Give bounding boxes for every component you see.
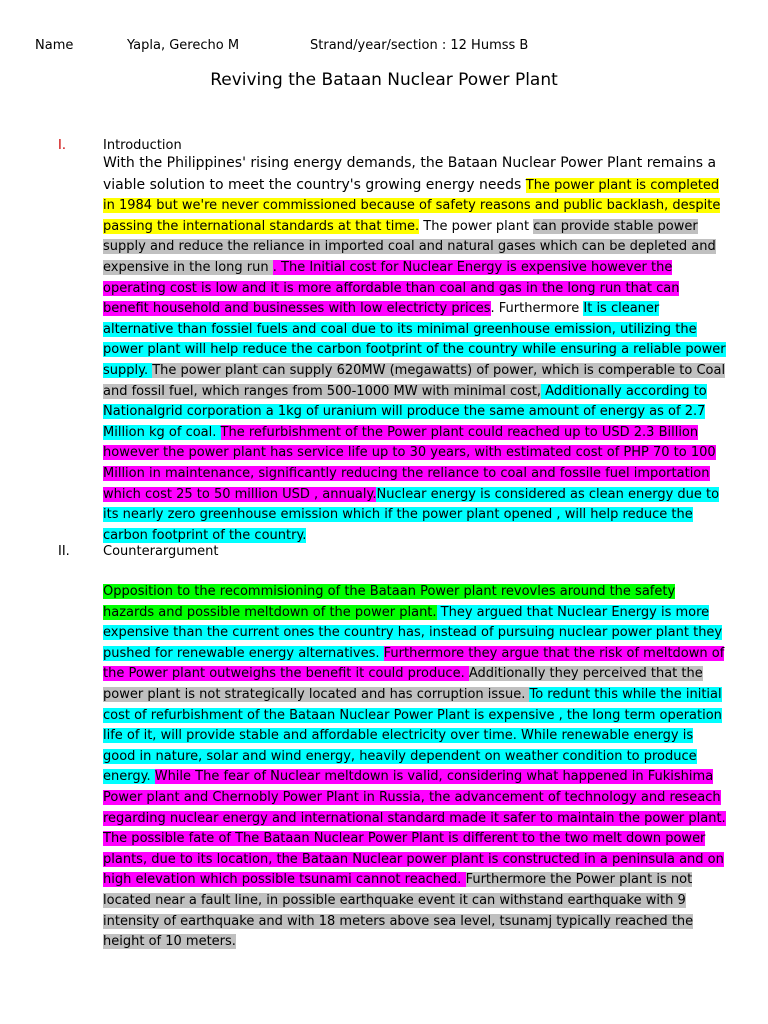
- document-title: Reviving the Bataan Nuclear Power Plant: [210, 70, 558, 90]
- section-1-numeral: I.: [58, 138, 66, 153]
- text-run: . Furthermore: [490, 301, 584, 317]
- text-run: can provide stable power supply and reduce the reliance in imported coal and natural gases which can be depleted and expensive in the long run: [103, 218, 716, 275]
- strand-year-section: Strand/year/section : 12 Humss B: [310, 38, 529, 53]
- text-run: To redunt this while the initial cost of refurbishment of the Bataan Nuclear Power Plant is expensive , the long term operation life of it, will provide stable and affordable electricity over time. While renewable energy is good in nature, solar and wind energy, heavily dependent on weather condition to produce energy.: [103, 686, 722, 785]
- text-run: The power plant: [419, 218, 534, 234]
- introduction-paragraph: [103, 153, 729, 546]
- text-run: Nuclear energy is considered as clean energy due to its nearly zero greenhouse emission which if the power plant opened , will help reduce the carbon footprint of the country.: [103, 486, 720, 543]
- text-run: Additionally they perceived that the power plant is not strategically located and has corruption issue.: [103, 666, 703, 702]
- text-run: The refurbishment of the Power plant could reached up to USD 2.3 Billion however the power plant has service life up to 30 years, with estimated cost of PHP 70 to 100 Million in maintenance, significantly reducing the reliance to coal and fossile fuel importation which cost 25 to 50 million USD , annualy.: [103, 424, 716, 502]
- text-run: With the Philippines' rising energy demands, the Bataan Nuclear Power Plant remains a viable solution to meet the country's growing energy needs: [103, 155, 717, 193]
- text-run: While The fear of Nuclear meltdown is valid, considering what happened in Fukishima Power plant and Chernobly Power Plant in Russia, the advancement of technology and reseach regarding nuclear energy and international standard made it safer to maintain the power plant. The possible fate of The Bataan Nuclear Power Plant is different to the two melt down power plants, due to its location, the Bataan Nuclear power plant is constructed in a peninsula and on high elevation which possible tsunami cannot reached.: [103, 769, 726, 888]
- text-run: It is cleaner alternative than fossiel fuels and coal due to its minimal greenhouse emission, utilizing the power plant will help reduce the carbon footprint of the country while ensuring a reliable power supply.: [103, 301, 726, 378]
- name-label: Name: [35, 38, 74, 53]
- section-2-numeral: II.: [58, 544, 70, 559]
- student-name: Yapla, Gerecho M: [127, 38, 240, 53]
- text-run: The power plant can supply 620MW (megawatts) of power, which is comperable to Coal and fossil fuel, which ranges from 500-1000 MW with minimal cost,: [103, 362, 726, 399]
- text-run: Furthermore the Power plant is not located near a fault line, in possible earthquake event it can withstand earthquake with 9 intensity of earthquake and with 18 meters above sea level, tsunamj typically reached the height of 10 meters.: [103, 872, 694, 950]
- text-run: Additionally according to Nationalgrid corporation a 1kg of uranium will produce the same amount of energy as of 2.7 Million kg of coal.: [103, 383, 707, 440]
- text-run: Opposition to the recommisioning of the Bataan Power plant revovles around the safety hazards and possible meltdown of the power plant.: [103, 584, 676, 620]
- text-run: The power plant is completed in 1984 but we're never commissioned because of safety reasons and public backlash, despite passing the international standards at that time.: [103, 177, 721, 234]
- section-2-heading: Counterargument: [103, 544, 219, 559]
- document-header: [0, 38, 768, 58]
- section-1-heading: Introduction: [103, 138, 182, 153]
- text-run: . The Initial cost for Nuclear Energy is expensive however the operating cost is low and it is more affordable than coal and gas in the long run that can benefit household and businesses with low electricty prices: [103, 259, 680, 317]
- text-run: Furthermore they argue that the risk of meltdown of the Power plant outweighs the benefit it could produce.: [103, 645, 725, 682]
- counterargument-paragraph: [103, 582, 729, 953]
- text-run: They argued that Nuclear Energy is more expensive than the current ones the country has, instead of pursuing nuclear power plant they pushed for renewable energy alternatives.: [103, 604, 723, 661]
